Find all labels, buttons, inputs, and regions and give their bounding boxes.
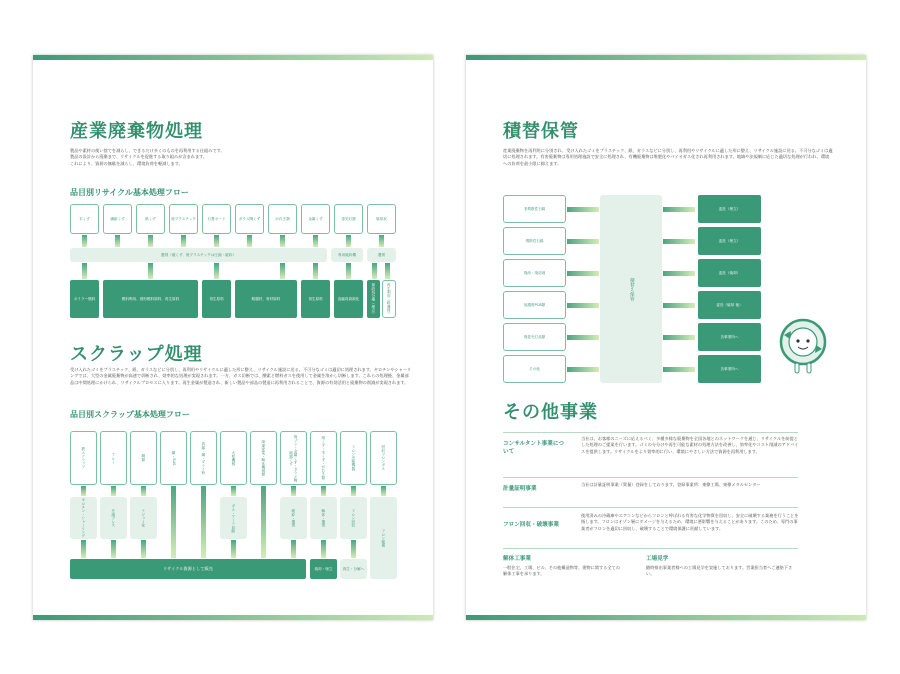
flow1-process-side2: 選別 — [367, 248, 396, 262]
flow-arrow — [663, 271, 695, 276]
flow-arrow — [663, 303, 695, 308]
divider — [503, 477, 798, 478]
flow2-item: 鉄スクラップ — [70, 431, 97, 485]
destination-box: 各事業所へ — [698, 355, 761, 383]
flow-arrow — [141, 540, 146, 558]
flow-arrow — [351, 486, 356, 496]
demolition-label: 解体工事業 — [503, 556, 531, 562]
flow1-item: がれき類 — [268, 204, 297, 234]
flow-arrow — [111, 486, 116, 496]
flow2-item: フロン冷媒機器 — [340, 431, 367, 485]
source-box: 非飛散性石綿 — [503, 195, 566, 223]
source-box: その他 — [503, 355, 566, 383]
flow-arrow — [567, 271, 599, 276]
storage-center: 積替え保管 — [600, 195, 662, 383]
flow-arrow — [115, 235, 120, 247]
flow-arrow — [663, 239, 695, 244]
flow-arrow — [280, 235, 285, 247]
scrap-intro: 受け入れたゴミをプラスチック、紙、ガラスなどに分別し、再利用やリサイクルに適した形に整え、リサイクル施設に送る。不可分なゴミは適切に処理されます。ギロチンやシャーリングでは、大型の金属廃棄物が高速で切断され、効率的な処理が実現されます。一方、ガス切断では、酸素と燃料ガスを使用して金属を溶かし切断します。これらの処理後、金属部品は中間処理にかけられ、リサイクルプロセスに入ります。再生金属が製造され、新しい製品や部品の製造に再利用されることで、資源の有効活用と廃棄物の削減が実現されます。 — [70, 367, 412, 385]
flow-arrow — [231, 486, 236, 496]
flow-arrow — [372, 263, 377, 279]
source-box: 廃蛍光灯品類 — [503, 323, 566, 351]
flow-arrow — [148, 235, 153, 247]
flow-arrow — [321, 486, 326, 496]
flow-arrow — [351, 540, 356, 558]
flow2-item: 真鍮・鋼・ダライ粉 — [190, 431, 217, 485]
page-transfer-storage — [466, 55, 866, 620]
top-band — [466, 55, 866, 60]
flow-arrow — [82, 263, 87, 279]
page-title: 産業廃棄物処理 — [70, 121, 203, 142]
flow2-item: 回収フロンガス — [370, 431, 397, 485]
source-box: 飛散性石綿 — [503, 227, 566, 255]
flow2-mid-box: 解体・選別 — [310, 497, 337, 539]
flow-arrow — [313, 235, 318, 247]
flow1-item: 焼却灰 — [367, 204, 396, 234]
flow-arrow — [567, 367, 599, 372]
flow2-mid-box: 破砕・選別 — [280, 497, 307, 539]
flow-arrow — [385, 263, 390, 279]
flow1-result: 再生原料 — [301, 280, 330, 318]
flow1-result: 路盤材、骨材原料 — [235, 280, 297, 318]
flow-arrow — [663, 367, 695, 372]
flow2-mid-box: ナゲット化 — [130, 497, 157, 539]
tour-label: 工場見学 — [646, 556, 669, 562]
mascot-icon — [778, 317, 828, 379]
flow2-item: 大型機械 — [220, 431, 247, 485]
flow1-result: 最終処分場（埋立） — [367, 280, 380, 318]
row-text-freon: 使用済みの冷蔵庫やエアコンなどからフロンと呼ばれる有害な化学物質を回収し、安全に破壊する業務を行うことを指します。フロンはオゾン層にダメージを与えるため、環境に悪影響を与えることがあります。このため、専門の事業者がフロンを適切に回収し、破壊することで環境保護に貢献しています。 — [581, 513, 799, 531]
other-title: その他事業 — [503, 402, 598, 423]
flow1-result: 再生利用（路盤材） — [382, 280, 396, 318]
flow-arrow — [111, 540, 116, 558]
flow1-item: 紙くず — [136, 204, 165, 234]
flow-arrow — [214, 263, 219, 279]
flow1-result: ボイラー燃料 — [70, 280, 99, 318]
flow-arrow — [346, 263, 351, 279]
flow1-result: 溶融再資源化 — [334, 280, 363, 318]
flow1-process-main: 選別（破くず、廃プラスチックは圧縮・破砕） — [70, 248, 327, 262]
tour-text: 随時排出事業者様への工場見学を実施しております。営業担当者へご連絡下さい。 — [646, 565, 793, 577]
flow-arrow — [291, 486, 296, 496]
flow-arrow — [321, 540, 326, 558]
flow-arrow — [379, 235, 384, 247]
intro-text: 産業廃棄物を再利用に分別され、受け入れたゴミをプラスチック、紙、ガラスなどに分別し、再利用やリサイクルに適した形に整え、リサイクル施設に送る。不可分なゴミは適切に処理されます。有害廃棄物は専用処理施設で安全に処理され、有機廃棄物は堆肥化やバイオガス化され再利用されます。地域や法規制に応じた適切な処理が行われ、環境への負荷を最小限に抑えます。 — [503, 148, 833, 166]
flow-arrow — [82, 235, 87, 247]
row-label-measurement: 計量証明事業 — [503, 486, 537, 492]
flow1-result: 再生原料 — [202, 280, 231, 318]
flow1-title: 品目別リサイクル基本処理フロー — [70, 188, 189, 197]
flow1-item: 廃プラスチック — [169, 204, 198, 234]
destination-box: 各事業所へ — [698, 323, 761, 351]
row-text-measurement: 当社は計量証明事業（質量）登録をしております。登録事業所：東僚工場、東僚メタルセンター — [581, 482, 761, 487]
flow-arrow — [381, 486, 386, 496]
flow-arrow — [141, 486, 146, 496]
flow-arrow — [214, 235, 219, 247]
flow-arrow — [81, 540, 86, 558]
flow1-item: 石膏ボード — [202, 204, 231, 234]
bottom-band — [33, 615, 433, 620]
flow2-bottom-main: リサイクル資源として販売 — [70, 559, 306, 579]
flow2-mid-box: フロン回収 — [340, 497, 367, 539]
demolition-text: 一般住宅、工場、ビル、その他構造物等、建物に関する全ての解体工事を承ります。 — [503, 565, 620, 577]
flow2-item: 銅類 — [130, 431, 157, 485]
flow1-item: ガラス陶くず — [235, 204, 264, 234]
flow2-item: 紙くず・木くず・がれき類 — [310, 431, 337, 485]
flow-arrow — [346, 235, 351, 247]
flow2-item: 廃棄家電・解体機械類 — [250, 431, 277, 485]
flow-arrow — [567, 239, 599, 244]
destination-box: 委託（焼却） — [698, 259, 761, 287]
divider — [503, 507, 798, 508]
flow1-item: 木くず — [70, 204, 99, 234]
flow-arrow — [181, 235, 186, 247]
flow-arrow — [280, 263, 285, 279]
row-label-freon: フロン回収・破壊事業 — [503, 522, 559, 528]
divider — [503, 432, 798, 433]
flow-arrow — [313, 263, 318, 279]
flow1-item: 蛍光灯類 — [334, 204, 363, 234]
row-text-consulting: 当社は、お客様のニーズに応えるべく、多種多様な廃棄物を全国各地とのネットワークを通じ、リサイクルを前提とした処理のご提案を行います。ゴミの分分けや再生可能な素材の処理方法を改善し、効率化やコスト削減のアドバイスを提供します。リサイクルをより効率的に行い、環境にやさしい方法で資源を再利用します。 — [581, 436, 799, 454]
top-band — [33, 55, 433, 60]
flow1-item: 繊維くず — [103, 204, 132, 234]
destination-box: 委託（焼却 他） — [698, 291, 761, 319]
flow-arrow — [567, 335, 599, 340]
page-industrial-waste — [33, 55, 433, 620]
flow-arrow — [201, 486, 206, 558]
page-title: 積替保管 — [503, 121, 579, 142]
flow-arrow — [81, 486, 86, 496]
flow2-item: アルミ — [100, 431, 127, 485]
flow2-item: 鋼・SUS — [160, 431, 187, 485]
source-box: 廃油・廃溶剤 — [503, 259, 566, 287]
bottom-band — [466, 615, 866, 620]
intro-text: 製品や素材の使い捨てを減らし、できるだけ多くのものを再利用する仕組みです。 製品の設計から廃棄まで、リサイクルを促進する取り組みが含まれます。 これにより、資源の無駄を減らし、環境負荷を軽減します。 — [70, 148, 225, 166]
flow-arrow — [567, 207, 599, 212]
flow-arrow — [663, 335, 695, 340]
scrap-title: スクラップ処理 — [70, 344, 203, 365]
flow2-mid-box: ガス・アーク切断 — [220, 497, 247, 539]
divider — [503, 548, 798, 549]
flow1-process-side1: 専用破砕機 — [331, 248, 363, 262]
flow2-bottom-3: 再生・分解へ — [340, 559, 367, 579]
flow-arrow — [261, 486, 266, 558]
flow2-bottom-2: 焼却・埋立 — [310, 559, 337, 579]
flow2-item: 廃プラ・金属くず・ガラス陶磁器くず — [280, 431, 307, 485]
destination-box: 委託（埋立） — [698, 227, 761, 255]
flow-arrow — [148, 263, 153, 279]
flow2-mid-box: ギロチン・シャーリング — [70, 497, 97, 539]
flow-arrow — [663, 207, 695, 212]
row-label-consulting: コンサルタント事業について — [503, 441, 564, 455]
source-box: 低濃度PCB類 — [503, 291, 566, 319]
flow-arrow — [247, 235, 252, 247]
destination-box: 委託（埋立） — [698, 195, 761, 223]
flow-arrow — [567, 303, 599, 308]
flow2-mid-box: フロン破壊 — [370, 497, 397, 579]
flow1-item: 金属くず — [301, 204, 330, 234]
flow2-mid-box: 圧縮プレス — [100, 497, 127, 539]
flow-arrow — [171, 486, 176, 558]
flow-arrow — [231, 540, 236, 558]
flow-arrow — [291, 540, 296, 558]
flow2-title: 品目別スクラップ基本処理フロー — [70, 410, 190, 419]
flow1-result: 燃料利用、固形燃料原料、再生原料 — [103, 280, 198, 318]
